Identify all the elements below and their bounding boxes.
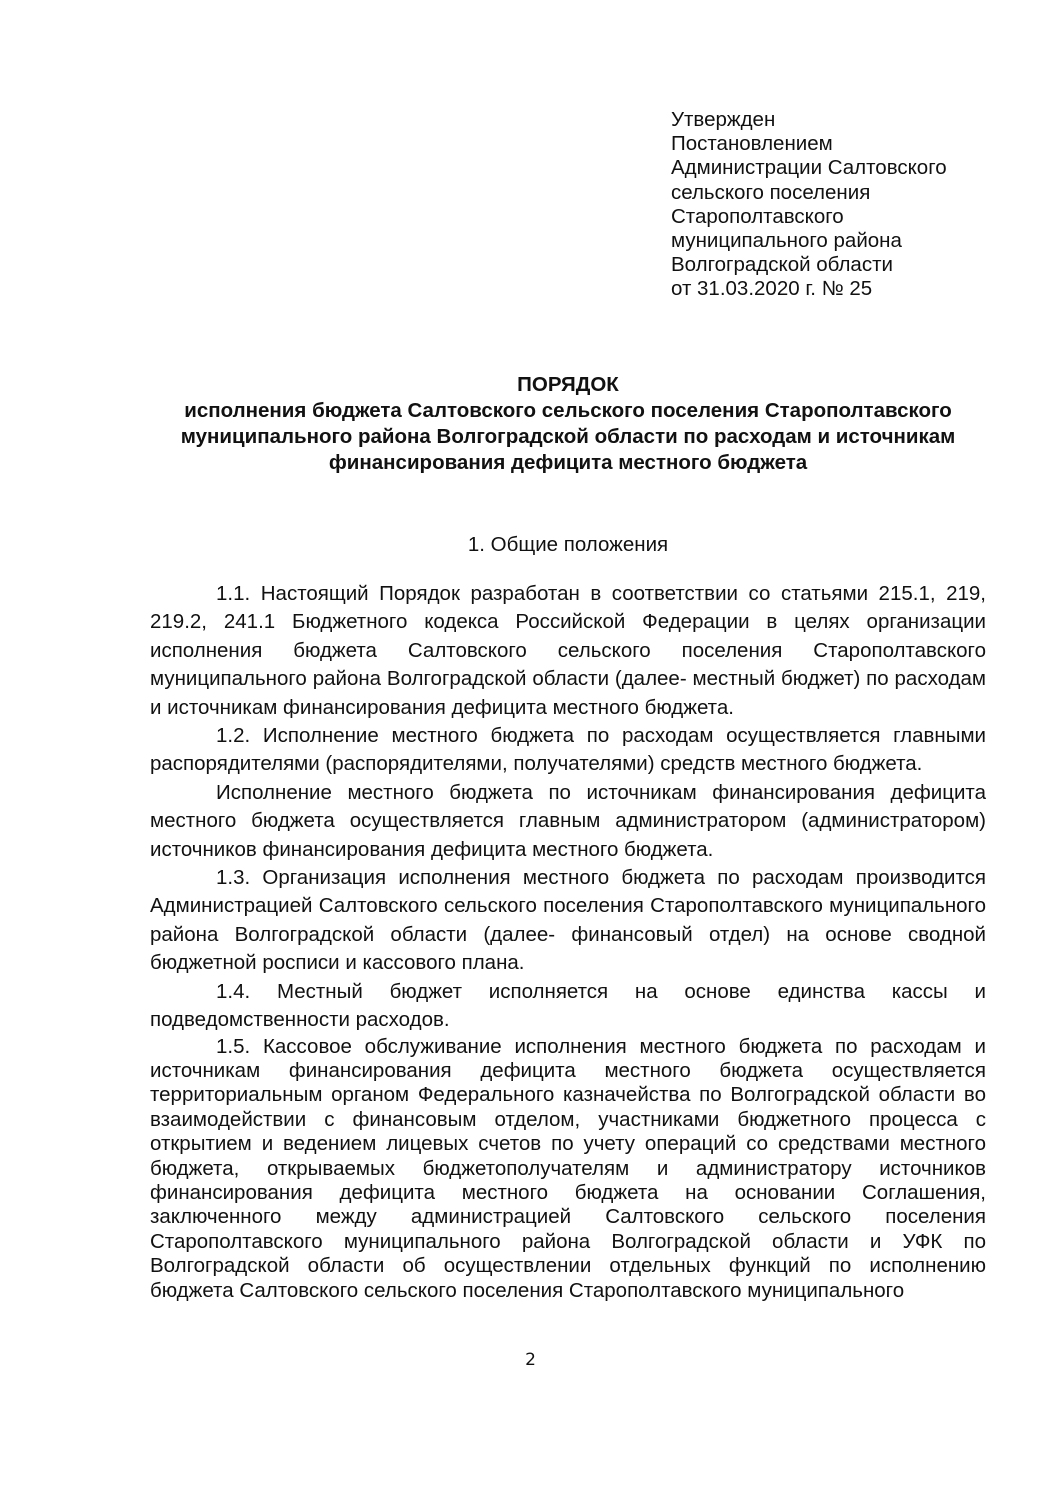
paragraph: 1.4. Местный бюджет исполняется на основе единства кассы и подведомственности расходов. <box>150 979 986 1032</box>
approval-line: сельского поселения <box>671 180 871 204</box>
approval-line: Постановлением <box>671 132 833 156</box>
page-number: 2 <box>525 1350 536 1370</box>
paragraph: 1.2. Исполнение местного бюджета по расходам осуществляется главными распорядителями (распорядителями, получателями) средств местного бюджета. <box>150 724 986 776</box>
section-heading: 1. Общие положения <box>467 533 669 556</box>
paragraph: 1.3. Организация исполнения местного бюджета по расходам производится Администрацией Салтовского сельского поселения Старополтавского муниципального района Волгоградской области (далее- финансовый отдел) на основе сводной бюджетной росписи и кассового плана. <box>150 866 986 975</box>
document-title <box>150 372 986 476</box>
title-heading: ПОРЯДОК <box>517 373 619 396</box>
paragraph: 1.5. Кассовое обслуживание исполнения местного бюджета по расходам и источникам финансирования дефицита местного бюджета осуществляется территориальным органом Федерального казначейства по Волгоградской области во взаимодействии с финансовым отделом, участниками бюджетного процесса с открытием и ведением лицевых счетов по учету операций со средствами местного бюджета, открываемых бюджетополучателям и администратору источников финансирования дефицита местного бюджета на основании Соглашения, заключенного между администрацией Салтовского сельского поселения Старополтавского муниципального района Волгоградской области и УФК по Волгоградской области об осуществлении отдельных функций по исполнению бюджета Салтовского сельского поселения Старополтавского муниципального <box>150 1034 986 1302</box>
approval-line: муниципального района <box>671 229 902 253</box>
approval-line: от 31.03.2020 г. № 25 <box>671 277 873 301</box>
approval-line: Администрации Салтовского <box>671 156 947 180</box>
title-subtitle: исполнения бюджета Салтовского сельского поселения Старополтавского муниципального района Волгоградской области по расходам и источникам финансирования дефицита местного бюджета <box>180 399 956 474</box>
paragraph: 1.1. Настоящий Порядок разработан в соответствии со статьями 215.1, 219, 219.2, 241.1 Бюджетного кодекса Российской Федерации в целях организации исполнения бюджета Салтовского сельского поселения Старополтавского муниципального района Волгоградской области (далее- местный бюджет) по расходам и источникам финансирования дефицита местного бюджета. <box>150 582 986 719</box>
approval-line: Утвержден <box>671 108 776 131</box>
paragraph: Исполнение местного бюджета по источникам финансирования дефицита местного бюджета осуществляется главным администратором (администратором) источников финансирования дефицита местного бюджета. <box>150 780 986 861</box>
approval-line: Волгоградской области <box>671 253 893 277</box>
section-body <box>150 580 986 1303</box>
approval-line: Старополтавского <box>671 204 844 228</box>
approval-block <box>671 108 1031 302</box>
